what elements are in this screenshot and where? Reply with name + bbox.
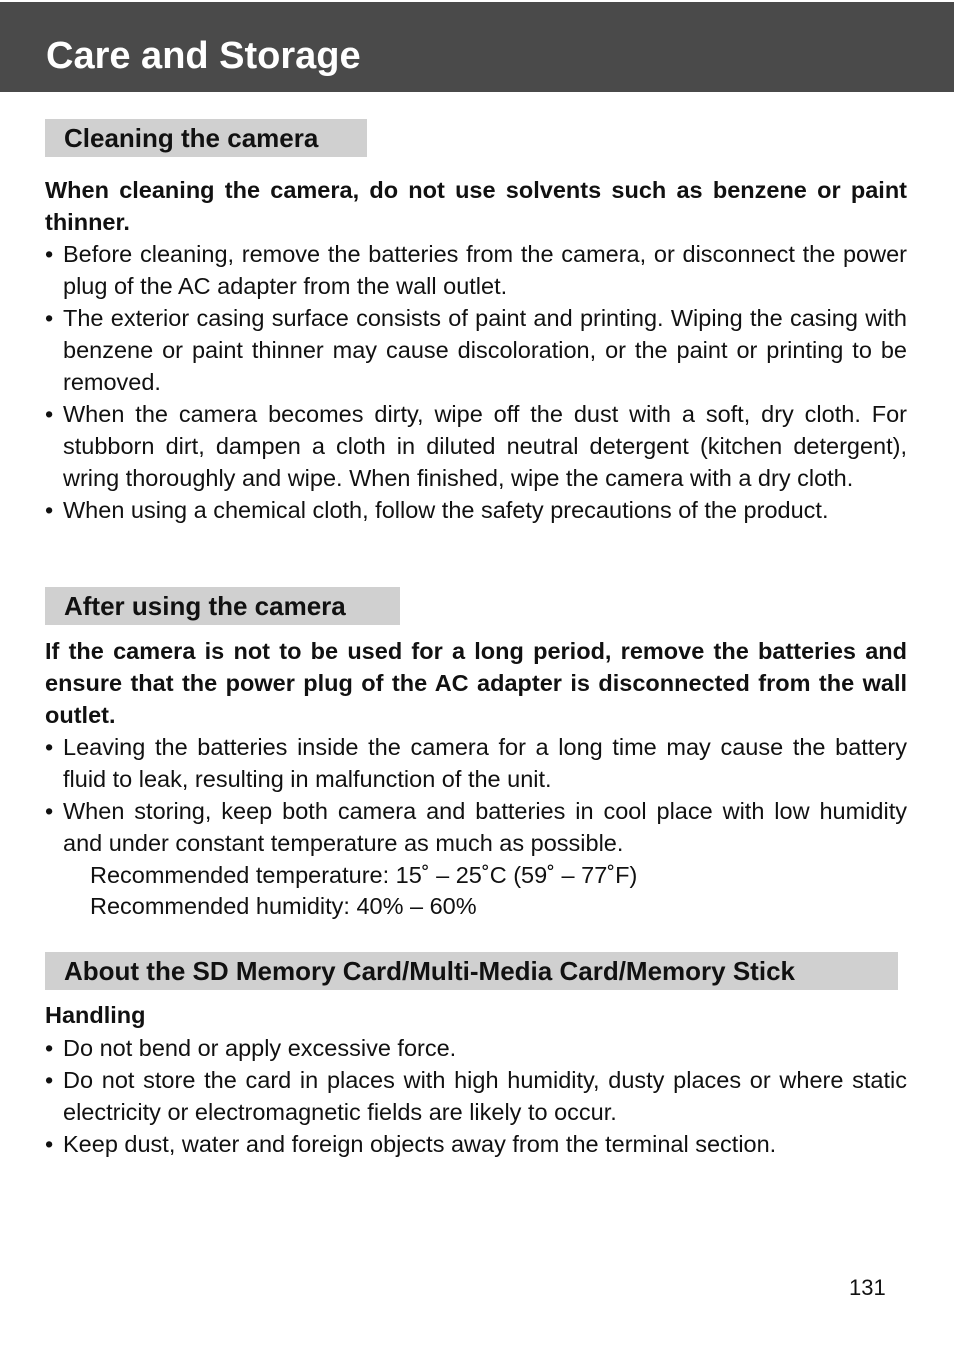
list-item (45, 1128, 907, 1160)
list-item-text: Do not store the card in places with high humidity, dusty places or where static electricity or electromagnetic fields are likely to occur. (63, 1067, 907, 1125)
list-item-text: The exterior casing surface consists of paint and printing. Wiping the casing with benzene or paint thinner may cause discoloration, or the paint or printing to be removed. (63, 305, 907, 395)
list-item (45, 302, 907, 398)
list-item (45, 398, 907, 494)
list-item-text: Keep dust, water and foreign objects away from the terminal section. (63, 1131, 777, 1157)
bullet-dot: • (45, 734, 54, 760)
recommended-temperature: Recommended temperature: 15˚ – 25˚C (59˚ – 77˚F) (90, 862, 638, 888)
list-item (45, 238, 907, 302)
cleaning-warning: When cleaning the camera, do not use solvents such as benzene or paint thinner. (45, 177, 907, 235)
bullet-dot: • (45, 241, 54, 267)
cleaning-bullet-list (45, 238, 907, 526)
handling-subheading: Handling (45, 1002, 146, 1028)
list-item (45, 1064, 907, 1128)
list-item-text: Before cleaning, remove the batteries from the camera, or disconnect the power plug of the AC adapter from the wall outlet. (63, 241, 907, 299)
bullet-dot: • (45, 305, 54, 331)
bullet-dot: • (45, 1131, 54, 1157)
list-item (45, 1032, 907, 1064)
bullet-dot: • (45, 401, 54, 427)
list-item-text: When using a chemical cloth, follow the safety precautions of the product. (63, 497, 829, 523)
handling-bullet-list (45, 1032, 907, 1160)
recommended-humidity: Recommended humidity: 40% – 60% (90, 893, 477, 919)
section-heading-cleaning: Cleaning the camera (45, 119, 367, 157)
page-number: 131 (849, 1275, 886, 1300)
bullet-dot: • (45, 497, 54, 523)
list-item-text: Leaving the batteries inside the camera for a long time may cause the battery fluid to leak, resulting in malfunction of the unit. (63, 734, 907, 792)
list-item-text: When the camera becomes dirty, wipe off the dust with a soft, dry cloth. For stubborn dirt, dampen a cloth in diluted neutral detergent (kitchen detergent), wring thoroughly and wipe. When finished, wipe the camera with a dry cloth. (63, 401, 907, 491)
list-item-text: When storing, keep both camera and batteries in cool place with low humidity and under constant temperature as much as possible. (63, 798, 907, 856)
bullet-dot: • (45, 1035, 54, 1061)
bullet-dot: • (45, 1067, 54, 1093)
list-item (45, 795, 907, 859)
bullet-dot: • (45, 798, 54, 824)
after-use-bullet-list (45, 731, 907, 859)
list-item-text: Do not bend or apply excessive force. (63, 1035, 457, 1061)
after-use-warning: If the camera is not to be used for a long period, remove the batteries and ensure that the power plug of the AC adapter is disconnected from the wall outlet. (45, 638, 907, 728)
page-title: Care and Storage (46, 35, 361, 77)
section-heading-memory-card: About the SD Memory Card/Multi-Media Card/Memory Stick (45, 952, 898, 990)
section-heading-after-use: After using the camera (45, 587, 400, 625)
list-item (45, 494, 907, 526)
list-item (45, 731, 907, 795)
